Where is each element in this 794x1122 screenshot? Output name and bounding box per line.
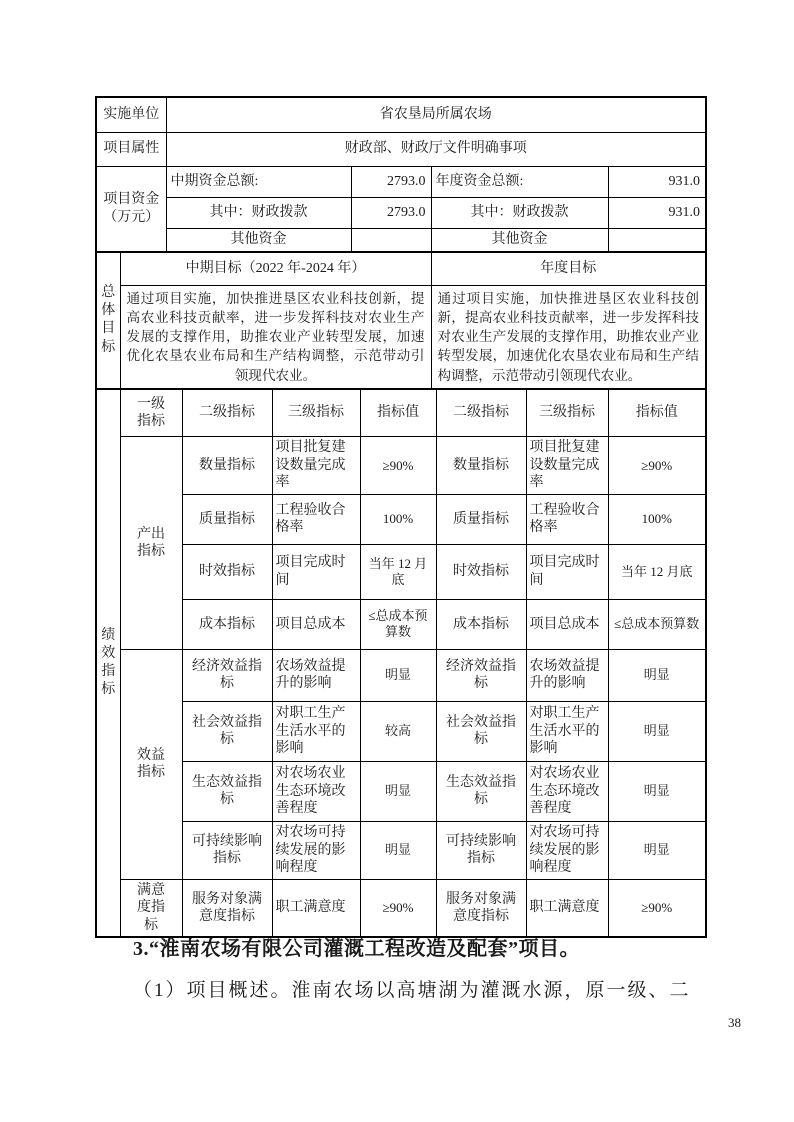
cell-level3: 项目完成时间 (272, 544, 360, 599)
cell-level3-annual: 项目批复建设数量完成率 (526, 437, 608, 495)
cell-value-annual: 当年 12 月底 (608, 544, 706, 599)
page-number: 38 (728, 1015, 741, 1030)
info-table (95, 96, 707, 253)
cell-level2-annual: 社会效益指标 (436, 701, 526, 761)
annual-other-value (608, 228, 706, 252)
cell-level3-annual: 对职工生产生活水平的影响 (526, 701, 608, 761)
header-level3-annual: 三级指标 (526, 389, 608, 437)
cell-value: ≥90% (360, 437, 436, 495)
cell-value-annual: 明显 (608, 649, 706, 701)
cell-level3-annual: 项目总成本 (526, 599, 608, 649)
cell-level2: 数量指标 (182, 437, 272, 495)
project-attr-label: 项目属性 (96, 132, 166, 166)
cell-value: 100% (360, 494, 436, 544)
cell-level3-annual: 项目完成时间 (526, 544, 608, 599)
cell-level3-annual: 工程验收合格率 (526, 494, 608, 544)
cell-level2: 生态效益指标 (182, 761, 272, 821)
table-row (96, 879, 706, 937)
cell-value-annual: 明显 (608, 821, 706, 879)
cell-level3: 农场效益提升的影响 (272, 649, 360, 701)
cell-level3: 对农场农业生态环境改善程度 (272, 761, 360, 821)
cell-level3: 职工满意度 (272, 879, 360, 937)
performance-label: 绩效指标 (96, 389, 120, 938)
cell-level3: 工程验收合格率 (272, 494, 360, 544)
goals-table (95, 251, 707, 390)
cell-level2-annual: 时效指标 (436, 544, 526, 599)
mid-fiscal-label: 其中：财政拨款 (166, 197, 351, 228)
table-row (96, 821, 706, 879)
annual-goal-header: 年度目标 (431, 252, 706, 285)
mid-goal-header: 中期目标（2022 年-2024 年） (120, 252, 431, 285)
cell-value-annual: ≤总成本预算数 (608, 599, 706, 649)
cell-level2: 社会效益指标 (182, 701, 272, 761)
cell-level3: 对农场可持续发展的影响程度 (272, 821, 360, 879)
header-level1: 一级指标 (120, 389, 182, 437)
cell-value: ≤总成本预算数 (360, 599, 436, 649)
annual-other-label: 其他资金 (431, 228, 608, 252)
annual-goal-text: 通过项目实施，加快推进垦区农业科技创新，提高农业科技贡献率，进一步发挥科技对农业生产发展的支撑作用，助推农业产业转型发展，加速优化农垦农业布局和生产结构调整，示范带动引领现代农业。 (431, 285, 706, 389)
header-level3: 三级指标 (272, 389, 360, 437)
table-row (96, 649, 706, 701)
project-table (95, 96, 707, 938)
mid-other-value (351, 228, 431, 252)
cell-level3-annual: 职工满意度 (526, 879, 608, 937)
annual-fiscal-label: 其中：财政拨款 (431, 197, 608, 228)
mid-goal-text: 通过项目实施，加快推进垦区农业科技创新，提高农业科技贡献率，进一步发挥科技对农业生产发展的支撑作用，助推农业产业转型发展，加速优化农垦农业布局和生产结构调整，示范带动引领现代农业。 (120, 285, 431, 389)
cell-value-annual: 明显 (608, 761, 706, 821)
group-output-indicators: 产出指标 (120, 437, 182, 650)
header-value-annual: 指标值 (608, 389, 706, 437)
table-row (96, 437, 706, 495)
annual-total-value: 931.0 (608, 166, 706, 197)
table-row (96, 494, 706, 544)
annual-fiscal-value: 931.0 (608, 197, 706, 228)
cell-level2-annual: 成本指标 (436, 599, 526, 649)
project-attr-value: 财政部、财政厅文件明确事项 (166, 132, 706, 166)
header-level2-annual: 二级指标 (436, 389, 526, 437)
cell-level2: 质量指标 (182, 494, 272, 544)
funding-label: 项目资金（万元） (96, 166, 166, 252)
cell-value: 当年 12 月底 (360, 544, 436, 599)
annual-total-label: 年度资金总额: (431, 166, 608, 197)
cell-level2-annual: 生态效益指标 (436, 761, 526, 821)
cell-level3: 项目总成本 (272, 599, 360, 649)
cell-level3-annual: 对农场可持续发展的影响程度 (526, 821, 608, 879)
indicators-table (95, 388, 707, 939)
cell-level3: 项目批复建设数量完成率 (272, 437, 360, 495)
cell-level2-annual: 数量指标 (436, 437, 526, 495)
header-value: 指标值 (360, 389, 436, 437)
mid-fiscal-value: 2793.0 (351, 197, 431, 228)
cell-level2: 可持续影响指标 (182, 821, 272, 879)
section-heading: 3.“淮南农场有限公司灌溉工程改造及配套”项目。 (133, 938, 580, 960)
table-row (96, 544, 706, 599)
mid-total-value: 2793.0 (351, 166, 431, 197)
table-row (96, 599, 706, 649)
cell-value-annual: ≥90% (608, 437, 706, 495)
table-row (96, 761, 706, 821)
cell-level2-annual: 可持续影响指标 (436, 821, 526, 879)
cell-value-annual: 100% (608, 494, 706, 544)
cell-value: 明显 (360, 821, 436, 879)
cell-level2-annual: 经济效益指标 (436, 649, 526, 701)
cell-level2: 经济效益指标 (182, 649, 272, 701)
table-row (96, 701, 706, 761)
cell-value: 明显 (360, 761, 436, 821)
cell-level3: 对职工生产生活水平的影响 (272, 701, 360, 761)
cell-value-annual: ≥90% (608, 879, 706, 937)
group-satisfaction-indicators: 满意度指标 (120, 879, 182, 937)
cell-level2: 服务对象满意度指标 (182, 879, 272, 937)
group-benefit-indicators: 效益指标 (120, 649, 182, 879)
cell-value-annual: 明显 (608, 701, 706, 761)
header-level2: 二级指标 (182, 389, 272, 437)
overall-goal-label: 总体目标 (96, 252, 120, 389)
implement-unit-value: 省农垦局所属农场 (166, 97, 706, 132)
implement-unit-label: 实施单位 (96, 97, 166, 132)
cell-value: ≥90% (360, 879, 436, 937)
cell-value: 明显 (360, 649, 436, 701)
cell-level2-annual: 质量指标 (436, 494, 526, 544)
mid-total-label: 中期资金总额: (166, 166, 351, 197)
cell-level2: 成本指标 (182, 599, 272, 649)
cell-level3-annual: 对农场农业生态环境改善程度 (526, 761, 608, 821)
cell-level3-annual: 农场效益提升的影响 (526, 649, 608, 701)
section-paragraph: （1）项目概述。淮南农场以高塘湖为灌溉水源，原一级、二 (133, 980, 691, 1001)
cell-value: 较高 (360, 701, 436, 761)
cell-level2: 时效指标 (182, 544, 272, 599)
mid-other-label: 其他资金 (166, 228, 351, 252)
cell-level2-annual: 服务对象满意度指标 (436, 879, 526, 937)
